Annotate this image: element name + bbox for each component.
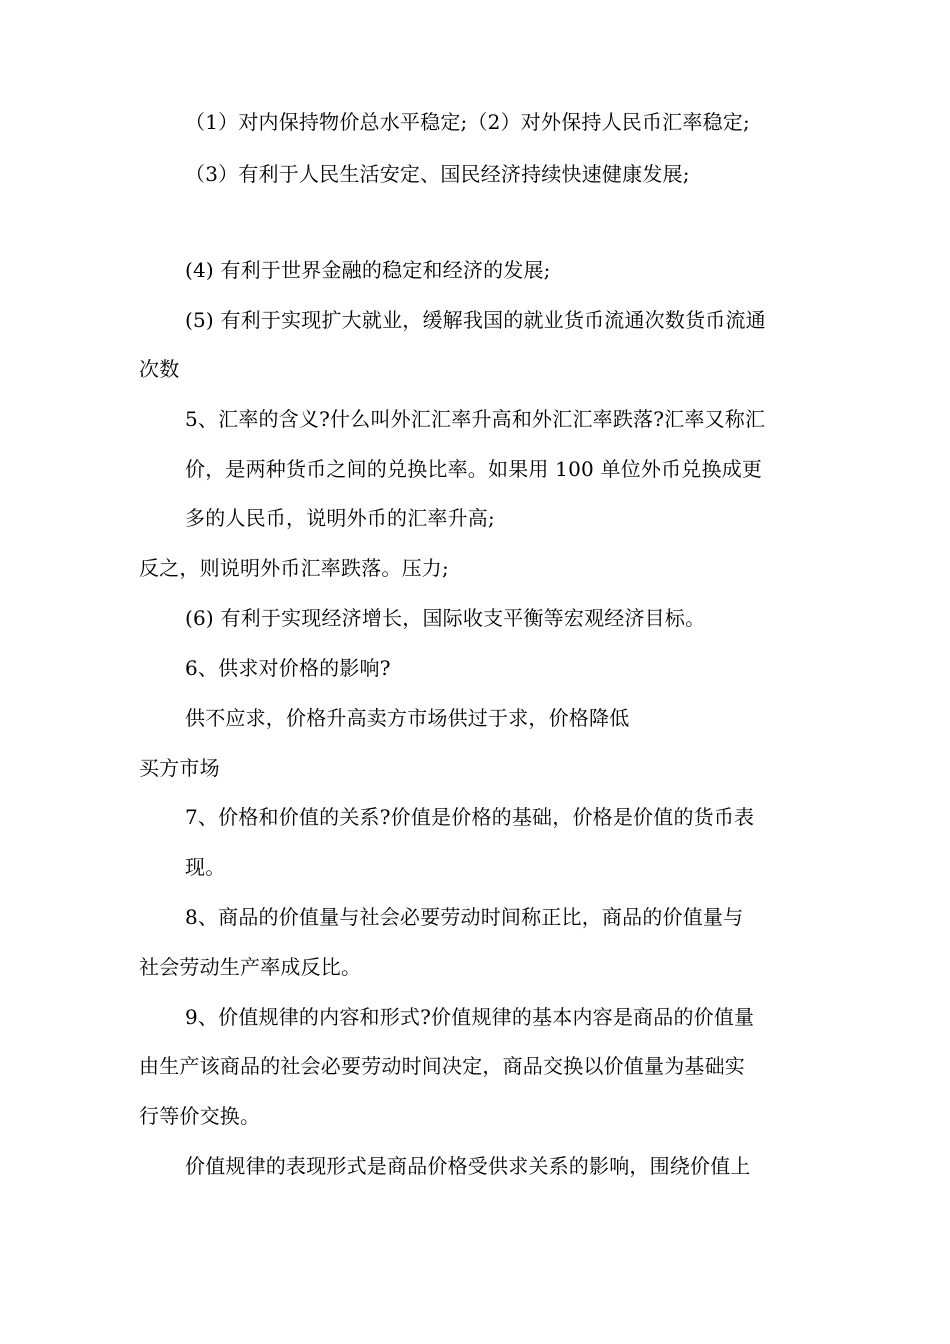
text-line-20: 行等价交换。 xyxy=(139,1104,261,1128)
text-line-18: 9、价值规律的内容和形式?价值规律的基本内容是商品的价值量 xyxy=(185,1005,755,1029)
text-line-1: （1）对内保持物价总水平稳定;（2）对外保持人民币汇率稳定; xyxy=(185,110,750,134)
text-line-12: 供不应求，价格升高卖方市场供过于求，价格降低 xyxy=(185,706,630,730)
text-line-4: (5) 有利于实现扩大就业，缓解我国的就业货币流通次数货币流通 xyxy=(185,308,766,332)
text-line-3: (4) 有利于世界金融的稳定和经济的发展; xyxy=(185,258,551,282)
text-line-11: 6、供求对价格的影响? xyxy=(185,656,391,680)
text-line-7: 价，是两种货币之间的兑换比率。如果用 100 单位外币兑换成更 xyxy=(185,457,763,481)
text-line-2: （3）有利于人民生活安定、国民经济持续快速健康发展; xyxy=(185,162,690,186)
text-line-14: 7、价格和价值的关系?价值是价格的基础，价格是价值的货币表 xyxy=(185,805,755,829)
text-line-13: 买方市场 xyxy=(139,756,220,780)
text-line-17: 社会劳动生产率成反比。 xyxy=(139,955,362,979)
text-line-10: (6) 有利于实现经济增长，国际收支平衡等宏观经济目标。 xyxy=(185,606,706,630)
text-line-19: 由生产该商品的社会必要劳动时间决定，商品交换以价值量为基础实 xyxy=(139,1054,745,1078)
text-line-6: 5、汇率的含义?什么叫外汇汇率升高和外汇汇率跌落?汇率又称汇 xyxy=(185,407,766,431)
text-line-9: 反之，则说明外币汇率跌落。压力; xyxy=(139,556,449,580)
text-line-15: 现。 xyxy=(185,855,226,879)
text-line-5: 次数 xyxy=(139,357,180,381)
text-line-16: 8、商品的价值量与社会必要劳动时间称正比，商品的价值量与 xyxy=(185,905,744,929)
text-line-21: 价值规律的表现形式是商品价格受供求关系的影响，围绕价值上 xyxy=(185,1154,751,1178)
text-line-8: 多的人民币，说明外币的汇率升高; xyxy=(185,506,495,530)
